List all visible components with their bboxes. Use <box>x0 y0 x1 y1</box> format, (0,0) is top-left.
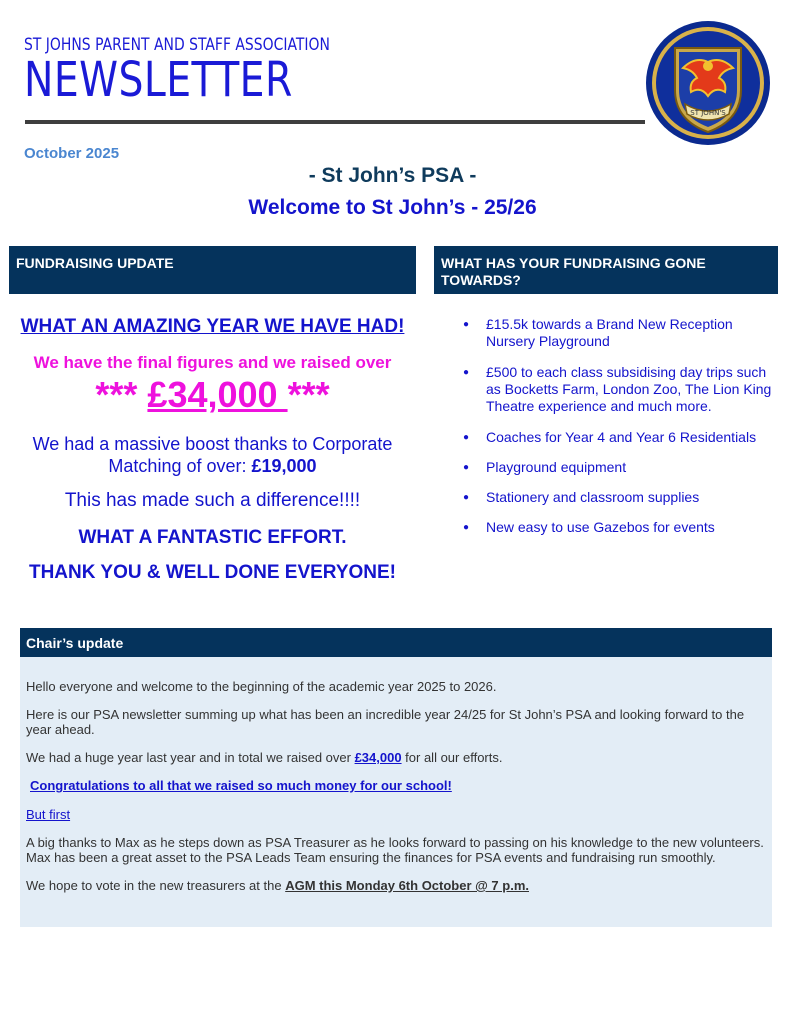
chair-total-paragraph <box>26 750 766 765</box>
chair-total-text-end: for all our efforts. <box>401 750 503 765</box>
corporate-matching-text: We had a massive boost thanks to Corporate Matching of over: <box>32 434 393 476</box>
stars-left: *** <box>95 374 148 415</box>
header-rule <box>25 120 645 124</box>
corporate-matching <box>9 433 416 477</box>
corporate-matching-amount: £19,000 <box>251 456 317 476</box>
agm-link[interactable]: AGM this Monday 6th October @ 7 p.m. <box>285 878 529 893</box>
stars-right: *** <box>287 374 330 415</box>
thank-you-text: THANK YOU & WELL DONE EVERYONE! <box>28 562 396 583</box>
but-first-link[interactable]: But first <box>26 807 71 822</box>
fantastic-effort-text: WHAT A FANTASTIC EFFORT. <box>78 527 347 548</box>
school-crest-icon <box>645 20 771 146</box>
subtitle-psa: - St John’s PSA - <box>308 164 477 187</box>
newsletter-title: NEWSLETTER <box>24 52 293 108</box>
chair-update-heading: Chair’s update <box>20 628 772 657</box>
association-name: ST JOHNS PARENT AND STAFF ASSOCIATION <box>24 35 330 55</box>
chair-total-text: We had a huge year last year and in total we raised over <box>26 750 355 765</box>
list-item: ● £500 to each class subsidising day trips such as Bocketts Farm, London Zoo, The Lion King Theatre experience and much more. <box>460 364 778 415</box>
agm-paragraph <box>26 878 766 893</box>
difference-text: This has made such a difference!!!! <box>64 490 361 511</box>
chair-total-amount-link[interactable]: £34,000 <box>354 750 402 765</box>
list-item: ● Stationery and classroom supplies <box>460 489 778 506</box>
svg-text:ST JOHN'S: ST JOHN'S <box>690 109 726 117</box>
congratulations-link[interactable]: Congratulations to all that we raised so much money for our school! <box>30 778 452 793</box>
total-raised-amount: £34,000 <box>147 374 288 415</box>
amazing-year-headline: WHAT AN AMAZING YEAR WE HAVE HAD! <box>20 316 405 337</box>
newsletter-date: October 2025 <box>24 145 120 162</box>
list-item: ● New easy to use Gazebos for events <box>460 519 778 536</box>
fundraising-update-heading: FUNDRAISING UPDATE <box>9 246 416 294</box>
list-item: ● £15.5k towards a Brand New Reception Nursery Playground <box>460 316 778 350</box>
chair-summary-paragraph: Here is our PSA newsletter summing up what has been an incredible year 24/25 for St John’s PSA and looking forward to the year ahead. <box>26 707 745 737</box>
list-item: ● Coaches for Year 4 and Year 6 Residentials <box>460 429 778 446</box>
chair-welcome-paragraph: Hello everyone and welcome to the beginning of the academic year 2025 to 2026. <box>26 679 497 694</box>
list-item: ● Playground equipment <box>460 459 778 476</box>
final-figures-intro: We have the final figures and we raised over <box>33 353 392 372</box>
fundraising-towards-heading: WHAT HAS YOUR FUNDRAISING GONE TOWARDS? <box>434 246 778 294</box>
treasurer-thanks-paragraph: A big thanks to Max as he steps down as PSA Treasurer as he looks forward to passing on his knowledge to the new volunteers. Max has been a great asset to the PSA Leads Team ensuring the finances for PSA events and fundraising run smoothly. <box>26 835 764 865</box>
subtitle-welcome: Welcome to St John’s - 25/26 <box>248 196 537 219</box>
agm-text: We hope to vote in the new treasurers at the <box>26 878 286 893</box>
fundraising-uses-list <box>460 316 778 536</box>
total-raised <box>9 374 416 416</box>
